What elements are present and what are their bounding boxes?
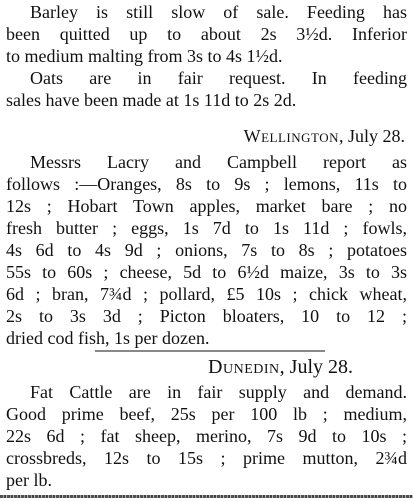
barley-line-1: Barley is still slow of sale. Feeding has bbox=[30, 2, 407, 22]
wellington-place: Wellington bbox=[243, 126, 339, 146]
wellington-line-5: 4s 6d to 4s 9d ; onions, 7s to 8s ; potatoes bbox=[6, 240, 407, 260]
section-divider bbox=[95, 350, 325, 352]
oats-line-2: sales have been made at 1s 11d to 2s 2d. bbox=[6, 90, 297, 110]
wellington-line-3: 12s ; Hobart Town apples, market bare ; no bbox=[6, 196, 407, 216]
wellington-line-4: fresh butter ; eggs, 1s 7d to 1s 11d ; fowls, bbox=[6, 218, 407, 238]
dunedin-line-5: per lb. bbox=[6, 470, 52, 490]
wellington-line-6: 55s to 60s ; cheese, 5d to 6½d maize, 3s to 3s bbox=[6, 262, 407, 282]
oats-line-1: Oats are in fair request. In feeding bbox=[30, 68, 407, 88]
dunedin-line-3: 22s 6d ; fat sheep, merino, 7s 9d to 10s ; bbox=[6, 426, 407, 446]
bottom-rule bbox=[0, 495, 413, 498]
wellington-dateline bbox=[244, 125, 405, 147]
wellington-line-1: Messrs Lacry and Campbell report as bbox=[30, 152, 407, 172]
dunedin-dateline bbox=[208, 356, 353, 378]
wellington-date: , July 28. bbox=[338, 126, 405, 146]
barley-line-2: been quitted up to about 2s 3½d. Inferior bbox=[6, 24, 407, 44]
dunedin-place: Dunedin bbox=[208, 356, 280, 378]
wellington-line-7: 6d ; bran, 7¾d ; pollard, £5 10s ; chick wheat, bbox=[6, 284, 407, 304]
wellington-line-2: follows :—Oranges, 8s to 9s ; lemons, 11s to bbox=[6, 174, 407, 194]
wellington-line-8: 2s to 3s 3d ; Picton bloaters, 10 to 12 ; bbox=[6, 306, 407, 326]
dunedin-line-1: Fat Cattle are in fair supply and demand. bbox=[30, 382, 407, 402]
dunedin-line-4: crossbreds, 12s to 15s ; prime mutton, 2¾d bbox=[6, 448, 407, 468]
barley-line-3: to medium malting from 3s to 4s 1½d. bbox=[6, 46, 283, 66]
wellington-line-9: dried cod fish, 1s per dozen. bbox=[6, 328, 210, 348]
dunedin-line-2: Good prime beef, 25s per 100 lb ; medium, bbox=[6, 404, 407, 424]
dunedin-date: , July 28. bbox=[279, 356, 353, 378]
